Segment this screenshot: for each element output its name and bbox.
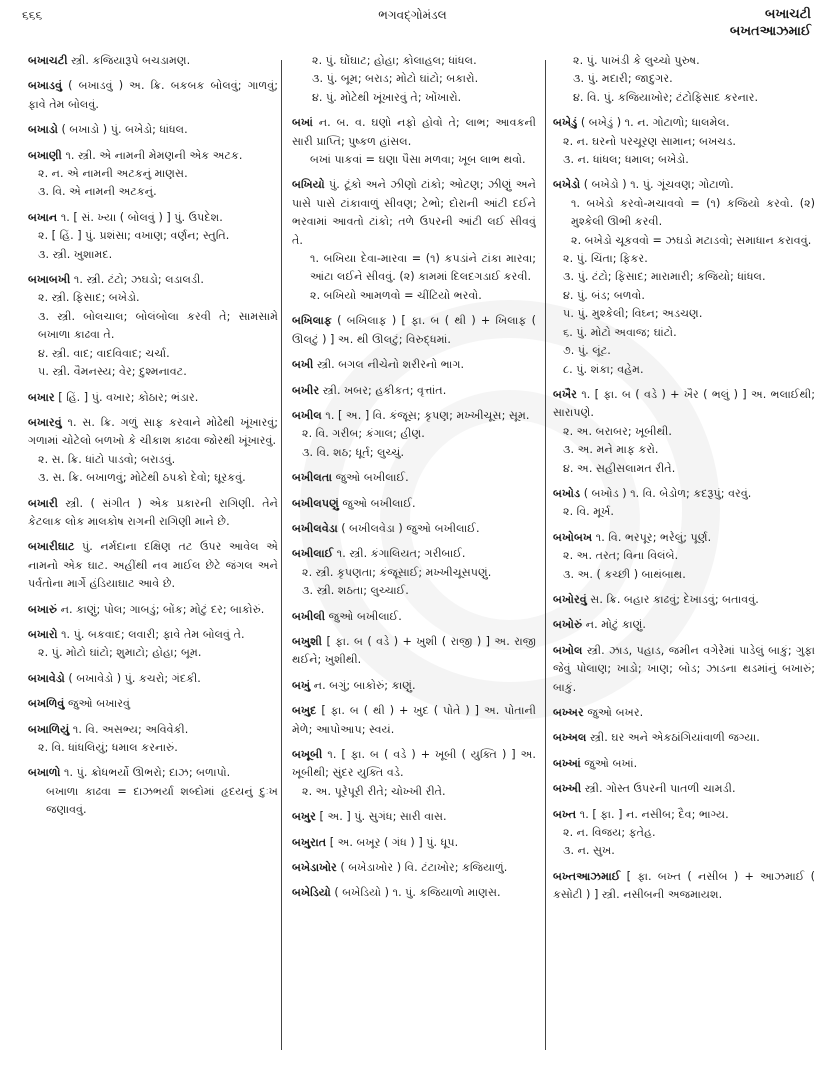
headword: બખૈર (553, 387, 577, 401)
sense: ૩. સ્ત્રી. ખુશામદ. (38, 247, 113, 261)
dictionary-entry (553, 806, 815, 861)
headword: બખાળો (28, 766, 61, 780)
headword: બખારી (28, 496, 58, 510)
dictionary-entry (553, 868, 815, 905)
sense: ૪. વિ. પું. કજિયાખોર; ટંટોફિસાદ કરનાર. (573, 90, 759, 104)
definition: પું. નર્મદાના દક્ષિણ તટ ઉપર આવેલ એ નામનો એક ઘાટ. અહીંથી નવ માઈલ છેટે જંગલ અને પર્વતોના માર્ગે હંડિયાઘાટ આવે છે. (28, 540, 278, 591)
sense: ૨. પું. પાખંડી કે લુચ્ચો પુરુષ. (573, 54, 700, 67)
dictionary-entry (292, 746, 536, 801)
headword: બખેડો (553, 178, 581, 192)
idiom: બખાં પાકવાં = ઘણા પૈસા મળવા; ખૂબ લાભ થવો. (310, 153, 526, 167)
headword: બખીલતા (292, 471, 332, 485)
headword: બખુદ (292, 704, 317, 718)
sense: ૪. પું. મોટેથી ખૂંખારવું તે; ખોંખારો. (312, 90, 462, 104)
column-divider (281, 60, 282, 1050)
definition: [ ફા. બ ( વડે ) + ખુશી ( રાજી ) ] અ. રાજી થઈને; ખુશીથી. (292, 634, 536, 667)
headword: બખિલાફ (292, 314, 332, 328)
sense: ૪. સ્ત્રી. વાદ; વાદવિવાદ; ચર્ચા. (38, 346, 170, 360)
definition: [ અ. બખૂર ( ગંધ ) ] પું. ધૂપ. (329, 835, 459, 849)
headword: બખાં (292, 116, 313, 130)
definition: ૧. વિ. અસભ્ય; અવિવેકી. (72, 722, 189, 736)
sense: ૩. પું. બૂમ; બરાડ; મોટો ઘાંટો; બકારો. (312, 72, 479, 86)
column-2 (292, 52, 536, 1052)
column-3 (553, 52, 815, 1052)
dictionary-entry (28, 538, 278, 593)
definition: ( બખોડ ) ૧. વિ. બેડોળ; કદરૂપું; વરવું. (583, 486, 752, 500)
dictionary-entry (28, 271, 278, 381)
idiom: બખાળા કાઢવા = દાઝભર્યા શબ્દોમાં હૃદયનું દુઃખ જણાવવું. (46, 784, 278, 817)
definition: ૧. વિ. ભરપૂર; ભરેલું; પૂર્ણ. (595, 530, 712, 544)
column-1 (28, 52, 278, 1052)
headword: બખોબખ (553, 530, 593, 544)
dictionary-entry (28, 670, 278, 688)
dictionary-entry (553, 616, 815, 634)
idiom: ૨. બખેડો ચૂકવવો = ઝઘડો મટાડવો; સમાધાન કરાવવું. (571, 233, 812, 247)
definition: સ્ત્રી. ( સંગીત ) એક પ્રકારની રાગિણી. તેને કેટલાક લોક માલકોષ રાગની રાગિણી માને છે. (28, 496, 278, 528)
definition: ૧. [ સં. ખ્યા ( બોલવું ) ] પું. ઉપદેશ. (60, 210, 223, 224)
definition: ( બખાડવું ) અ. ક્રિ. બકબક બોલવું; ગાળવું; ફાવે તેમ બોલવું. (28, 79, 278, 111)
sense: ૨. પું. ઘોંઘાટ; હોહા; કોલાહલ; ધાંધલ. (312, 54, 477, 67)
dictionary-entry (292, 469, 536, 487)
definition: [ ફા. બ ( થી ) + ખુદ ( પોતે ) ] અ. પોતાની મેળે; આપોઆપ; સ્વયં. (292, 704, 536, 736)
sense: ૫. પું. મુશ્કેલી; વિઘ્ન; અડચણ. (563, 307, 703, 321)
headword: બખારીઘાટ (28, 540, 75, 554)
definition: [ અ. ] પું. સુગંધ; સારી વાસ. (319, 810, 447, 824)
dictionary-entry (553, 386, 815, 478)
definition: ૧. સ્ત્રી. કંગાલિયત; ગરીબાઈ. (336, 547, 466, 561)
definition: સ્ત્રી. ખબર; હકીકત; વૃત્તાંત. (322, 383, 447, 397)
definition: જુઓ બખર. (587, 706, 644, 719)
sense: ૩. પું. મદારી; જાદુગર. (573, 72, 673, 86)
headword: બખોરું (553, 618, 583, 632)
sense: ૪. પું. બંડ; બળવો. (563, 288, 645, 302)
definition: સ્ત્રી. ગોસ્ત ઉપરની પાતળી ચામડી. (584, 782, 736, 796)
headword: બખારું (28, 602, 58, 616)
definition: ન. કાણું; પોલ; ગાબડું; બોંક; મોટું દર; બાકોરું. (60, 602, 265, 616)
sense: ૨. અ. બરાબર; ખૂબીથી. (563, 424, 672, 438)
headword: બખાન (28, 210, 58, 224)
definition: ૧. સ્ત્રી. એ નામની મેમણની એક અટક. (65, 148, 243, 162)
dictionary-entry (28, 389, 278, 407)
sense: ૭. પું. લૂંટ. (563, 344, 611, 358)
definition: સ્ત્રી. બગલ નીચેનો શરીરનો ભાગ. (316, 358, 465, 372)
headword: બખીલપણું (292, 496, 339, 510)
headword: બખૂબી (292, 748, 323, 761)
sense: ૩. ન. સુખ. (563, 844, 615, 858)
headword: બખાળિયું (28, 722, 70, 736)
definition: સ્ત્રી. કજિયારૂપે બચડામણ. (71, 54, 191, 67)
dictionary-entry (292, 312, 536, 349)
definition: ( બખેડાખોર ) વિ. ટંટાખોર; કજિયાળું. (340, 861, 508, 875)
headword: બખી (292, 358, 314, 372)
definition: ૧. પું. ક્રોધભર્યો ઊભરો; દાઝ; બળાપો. (64, 766, 231, 780)
headword: બખેડિયો (292, 886, 331, 900)
headword: બખાચટી (28, 54, 68, 67)
idiom: ૨. બખિયો આમળવો = ચીંટિયો ભરવો. (310, 288, 482, 302)
headword: બખાવેડો (28, 671, 65, 685)
definition: ૧. સ્ત્રી. ટંટો; ઝઘડો; લડાલડી. (73, 273, 204, 287)
idiom: ૧. બખેડો કરવો-મચાવવો = (૧) કજિયો કરવો. (૨) મુશ્કેલી ઊભી કરવી. (571, 196, 815, 229)
definition: જુઓ બખીલાઈ. (328, 609, 402, 623)
definition: જુઓ બખીલાઈ. (342, 496, 416, 510)
headword: બખાડવું (28, 79, 63, 93)
sense: ૩. વિ. શઠ; ધૂર્ત; લુચ્ચું. (302, 445, 405, 459)
dictionary-entry (292, 608, 536, 626)
dictionary-entry (553, 591, 815, 609)
headword: બખાણી (28, 148, 62, 162)
definition: પું. ટૂંકો અને ઝીણો ટાંકો; ઓટણ; ઝીણું અને પાસે પાસે ટાંકાવાળું સીવણ; ટેભો; દોરાની આંટી દઈને ભરવામાં આવતો ટાંકો; તળે ઉપરની આંટી લઈ સીવવું તે. (292, 178, 536, 247)
column-divider (545, 60, 546, 1050)
headword: બખું (292, 678, 311, 692)
sense: ૨. વિ. ગરીબ; કંગાલ; હીણ. (302, 427, 425, 441)
sense: ૩. સ. ક્રિ. બખાળવું; મોટેથી ઠપકો દેવો; ઘૂરકવું. (38, 471, 246, 485)
sense: ૨. સ્ત્રી. ફિસાદ; બખેડો. (38, 291, 140, 305)
definition: સ્ત્રી. ઝાડ, પહાડ, જમીન વગેરેમાં પાડેલું બાકું; ગુફા જેવું પોલાણ; ખાડો; ખાણ; બોડ; ઝાડના થડમાંનું બખારું; બાકું. (553, 643, 815, 694)
definition: જુઓ બખીલાઈ. (335, 471, 409, 485)
sense: ૨. વિ. ધાંધલિયું; ધમાલ કરનારું. (38, 741, 178, 754)
definition: ( બખેડો ) ૧. પું. ગૂંચવણ; ગોટાળો. (583, 178, 734, 192)
sense: ૨. પું. ચિંતા; ફિકર. (563, 252, 648, 266)
definition: ૧. પું. બકવાદ; લવારી; ફાવે તેમ બોલવું તે. (61, 627, 245, 641)
headword: બખુશી (292, 634, 323, 648)
sense: ૬. પું. મોટો અવાજ; ઘાંટો. (563, 325, 677, 339)
sense: ૨. ન. એ નામની અટકનું માણસ. (38, 167, 188, 181)
dictionary-entry (292, 407, 536, 462)
headword: બખીલી (292, 609, 326, 623)
sense: ૩. અ. ( કચ્છી ) બાથંબાથ. (563, 567, 686, 581)
page-number: ૬૬૬ (22, 8, 43, 22)
dictionary-entry (292, 356, 536, 374)
running-title: ભગવદ્ગોમંડલ (378, 8, 447, 22)
dictionary-entry (292, 520, 536, 538)
dictionary-entry (292, 382, 536, 400)
dictionary-entry (553, 114, 815, 169)
dictionary-entry (292, 702, 536, 739)
definition: જુઓ બખાં. (584, 756, 638, 770)
dictionary-entry (292, 834, 536, 852)
dictionary-entry (28, 77, 278, 114)
headword: બખ્ખલ (553, 731, 587, 745)
entry-continuation (553, 52, 815, 107)
headword: બખુર (292, 810, 316, 824)
dictionary-entry (553, 780, 815, 798)
sense: ૪. અ. સહીસલામત રીતે. (563, 461, 676, 475)
dictionary-columns (0, 52, 825, 1062)
sense: ૮. પું. શંકા; વહેમ. (563, 362, 644, 376)
dictionary-entry (28, 764, 278, 819)
dictionary-entry (28, 695, 278, 713)
headword: બખ્ખર (553, 706, 584, 719)
dictionary-entry (28, 414, 278, 488)
entry-continuation (292, 52, 536, 107)
dictionary-entry (553, 485, 815, 522)
dictionary-entry (28, 601, 278, 619)
headword: બખોલ (553, 643, 583, 657)
sense: ૨. અ. પૂરેપૂરી રીતે; ચોખ્ખી રીતે. (302, 784, 446, 798)
definition: ૧. [ અ. ] વિ. કંજૂસ; કૃપણ; મખ્ખીચૂસ; સૂમ. (325, 408, 530, 422)
dictionary-entry (553, 729, 815, 747)
definition: ૧. [ ફા. બ ( વડે ) + ખૂબી ( યુક્તિ ) ] અ. ખૂબીથી; સુંદર યુક્તિ વડે. (292, 748, 536, 780)
sense: ૩. ન. ધાંધલ; ધમાલ; બખેડો. (563, 153, 689, 167)
definition: ( બખેડિયો ) ૧. પું. કજિયાળો માણસ. (334, 886, 501, 900)
sense: ૨. અ. તરત; વિના વિલંબે. (563, 549, 679, 563)
dictionary-entry (292, 859, 536, 877)
dictionary-entry (292, 808, 536, 826)
headword: બખોડ (553, 486, 581, 500)
guide-word-last: બખતઆઝમાઈ (729, 24, 811, 39)
headword: બખળિવું (28, 697, 65, 711)
headword: બખ્ખાં (553, 756, 581, 770)
headword: બખ્ખી (553, 782, 582, 796)
definition: જુઓ બખારવું (67, 697, 131, 711)
headword: બખાડો (28, 123, 58, 137)
definition: ( બખાડો ) પું. બખેડો; ધાંધલ. (61, 123, 188, 137)
sense: ૨. ન. ઘરનો પરચૂરણ સામાન; બખચડ. (563, 134, 736, 148)
definition: ( બખેડું ) ૧. ન. ગોટાળો; ધાલમેલ. (580, 116, 730, 130)
definition: ૧. [ ફા. ] ન. નસીબ; દૈવ; ભાગ્ય. (579, 807, 729, 821)
definition: ( બખીલવેડા ) જુઓ બખીલાઈ. (341, 521, 480, 535)
definition: ન. બગું; બાકોરું; કાણું. (313, 678, 416, 692)
headword: બખેડાખોર (292, 861, 337, 875)
headword: બખીલાઈ (292, 547, 334, 561)
sense: ૨. પું. મોટો ઘાંટો; શુમાટો; હોહા; બૂમ. (38, 646, 202, 660)
sense: ૩. સ્ત્રી. બોલચાલ; બોલંબોલા કરવી તે; સામસામે બખાળા કાઢવા તે. (38, 309, 278, 342)
sense: ૫. સ્ત્રી. વૈમનસ્ય; વેર; દુશ્મનાવટ. (38, 365, 187, 379)
headword: બખારો (28, 627, 58, 641)
headword: બખીલવેડા (292, 521, 338, 535)
definition: ( બખિલાફ ) [ ફા. બ ( થી ) + ખિલાફ ( ઊલટું ) ] અ. થી ઊલટું; વિરુદ્ધમાં. (292, 314, 536, 346)
definition: ( બખાવેડો ) પું. કચરો; ગંદકી. (68, 671, 201, 685)
headword: બખાબખી (28, 273, 71, 287)
dictionary-entry (28, 721, 278, 758)
headword: બખેડું (553, 116, 578, 130)
definition: [ ફા. બખ્ત ( નસીબ ) + આઝમાઈ ( કસોટી ) ] સ્ત્રી. નસીબની અજમાયશ. (553, 869, 815, 902)
headword: બખુરાત (292, 835, 327, 849)
dictionary-entry (292, 114, 536, 169)
dictionary-entry (28, 52, 278, 70)
definition: ન. મોટું કાણું. (585, 618, 646, 632)
dictionary-entry (28, 495, 278, 532)
guide-words (730, 6, 811, 40)
sense: ૨. સ. ક્રિ. ધાંટો પાડવો; બરાડવું. (38, 452, 176, 466)
definition: સ્ત્રી. ઘર અને એકઠાંગિયાંવાળી જગ્યા. (590, 731, 760, 745)
headword: બખાર (28, 390, 55, 404)
sense: ૨. ન. વિજય; ફતેહ. (563, 826, 656, 840)
definition: ૧. [ ફા. બ ( વડે ) + ખૈર ( ભલું ) ] અ. ભલાઈથી; સારાપણે. (553, 387, 815, 420)
dictionary-entry (292, 633, 536, 670)
sense: ૩. વિ. એ નામની અટકનું. (38, 185, 157, 199)
dictionary-entry (292, 545, 536, 600)
sense: ૨. વિ. મૂર્ખ. (563, 505, 614, 519)
definition: ૧. સ. ક્રિ. ગળું સાફ કરવાને મોઢેથી ખૂંખારવું; ગળામાં ચોટેલો બળખો કે ચીકાશ કાઢવા જોરથી ખૂંખારવું. (28, 415, 278, 448)
headword: બખીર (292, 383, 320, 397)
headword: બખીલ (292, 408, 322, 422)
dictionary-entry (553, 755, 815, 773)
dictionary-entry (292, 176, 536, 305)
idiom: ૧. બખિયા દેવા-મારવા = (૧) કપડાંને ટાંકા મારવા; આંટા લઈને સીવવું. (૨) કામમાં દિલદગડાઈ કરવી. (310, 252, 536, 284)
dictionary-entry (553, 176, 815, 378)
dictionary-entry (553, 529, 815, 584)
headword: બખોરવું (553, 592, 587, 606)
dictionary-entry (292, 677, 536, 695)
definition: ન. બ. વ. ઘણો નફો હોવો તે; લાભ; આવકની સારી પ્રાપ્તિ; પુષ્કળ હાંસલ. (292, 116, 536, 148)
sense: ૨. [ હિં. ] પું. પ્રશંસા; વખાણ; વર્ણન; સ્તુતિ. (38, 229, 230, 243)
headword: બખિયો (292, 178, 325, 192)
page-header (0, 0, 825, 50)
headword: બખ્તઆઝમાઈ (553, 869, 621, 883)
dictionary-entry (28, 121, 278, 139)
sense: ૩. અ. મને માફ કરો. (563, 443, 659, 457)
headword: બખારવું (28, 415, 62, 429)
definition: [ હિં. ] પું. વખાર; કોઠાર; ભંડાર. (58, 390, 199, 404)
dictionary-entry (28, 209, 278, 264)
sense: ૨. સ્ત્રી. કૃપણતા; કંજૂસાઈ; મખ્ખીચૂસપણું. (302, 565, 492, 579)
definition: સ. ક્રિ. બહાર કાઢવું; દેખાડવું; બતાવવું. (590, 592, 759, 606)
dictionary-entry (292, 495, 536, 513)
sense: ૩. પું. ટંટો; ફિસાદ; મારામારી; કજિયો; ધાંધલ. (563, 270, 766, 284)
dictionary-entry (292, 884, 536, 902)
dictionary-entry (28, 147, 278, 202)
dictionary-entry (28, 626, 278, 663)
guide-word-first: બખાચટી (765, 7, 811, 22)
dictionary-entry (553, 704, 815, 722)
sense: ૩. સ્ત્રી. શઠતા; લુચ્ચાઈ. (302, 584, 409, 598)
headword: બખ્ત (553, 807, 577, 821)
dictionary-entry (553, 642, 815, 697)
